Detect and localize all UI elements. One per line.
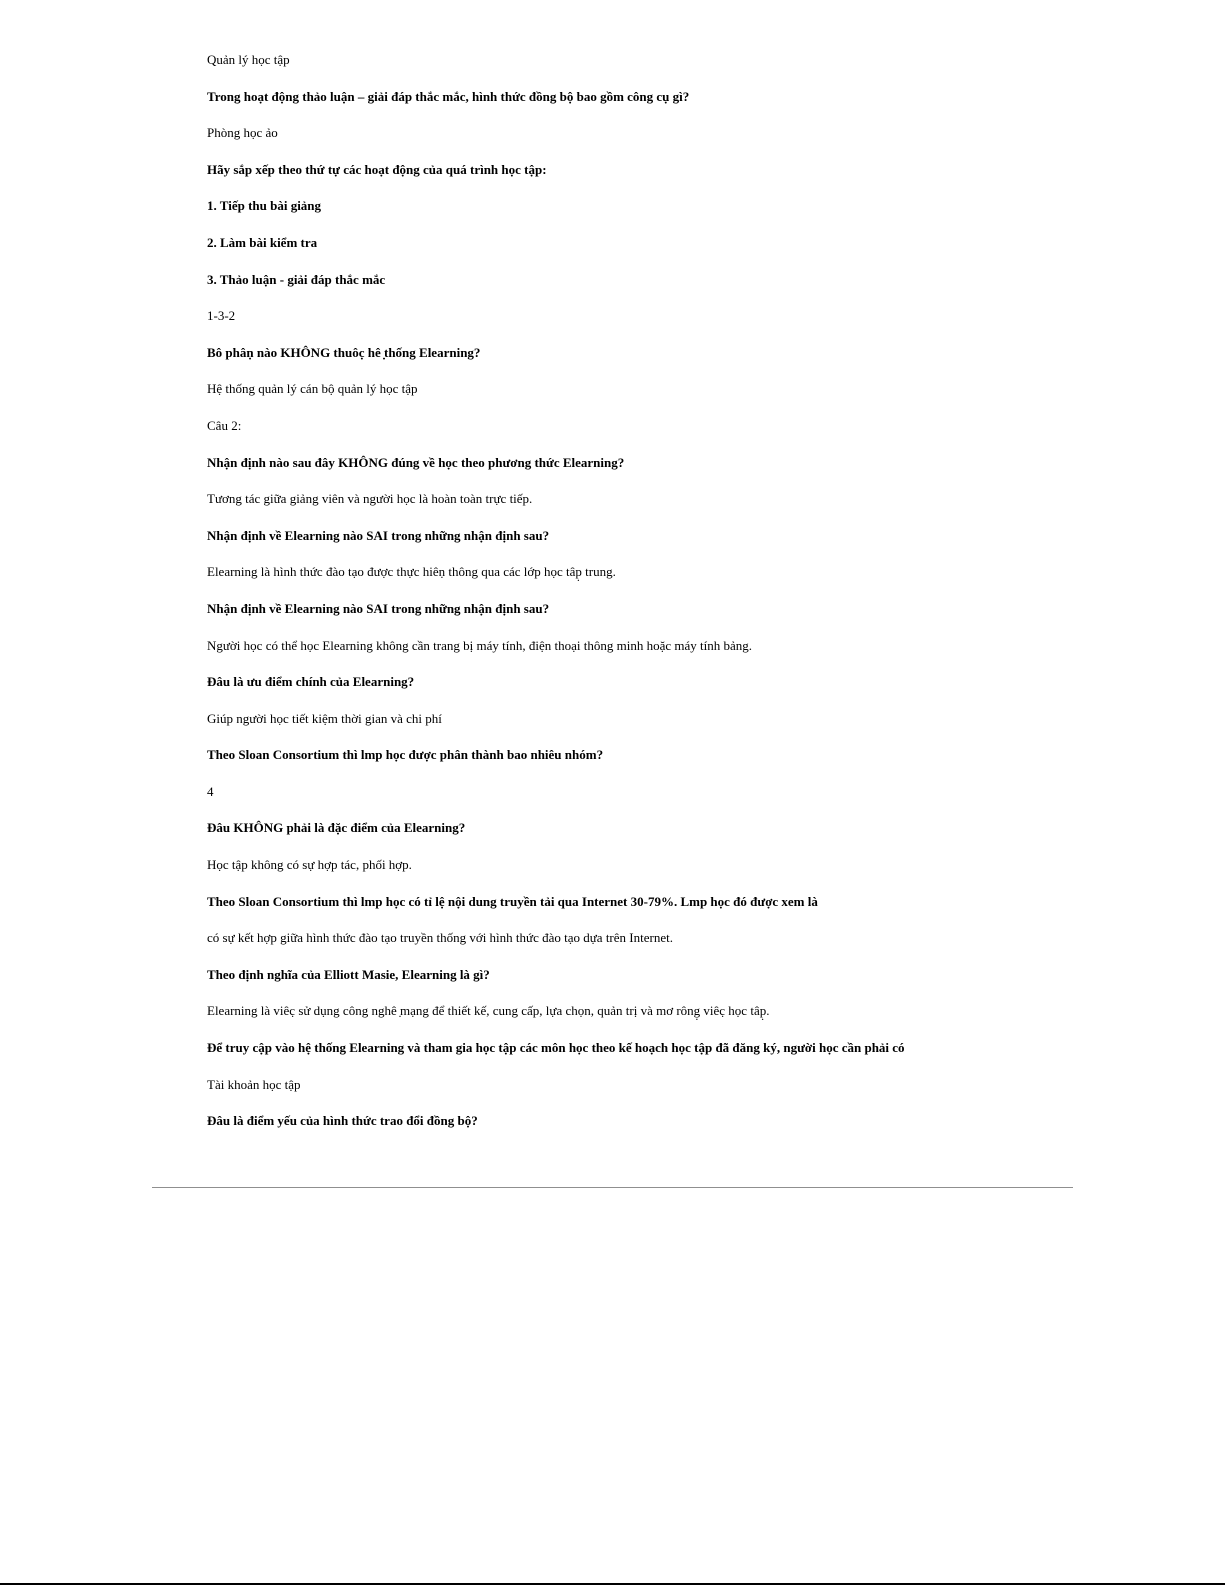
answer-line: 4 bbox=[207, 783, 214, 799]
question-line: 3. Thảo luận - giải đáp thắc mắc bbox=[207, 271, 386, 287]
answer-line: Hệ thống quản lý cán bộ quản lý học tập bbox=[207, 381, 418, 397]
answer-line: Elearning là hình thức đào tạo được thực hiêṇ thông qua các lớp học tâp̣ trung. bbox=[207, 564, 616, 580]
question-line: Đâu là điểm yếu của hình thức trao đổi đồng bộ? bbox=[207, 1113, 478, 1129]
question-line: Bô phâṇ nào KHÔNG thuôc̣ hê ̣thống Elearning? bbox=[207, 344, 481, 360]
question-line: Để truy cập vào hệ thống Elearning và tham gia học tập các môn học theo kế hoạch học tập đã đăng ký, người học cần phải có bbox=[207, 1040, 905, 1056]
question-line: Hãy sắp xếp theo thứ tự các hoạt động của quá trình học tập: bbox=[207, 161, 547, 177]
answer-line: Học tập không có sự hợp tác, phối hợp. bbox=[207, 857, 412, 873]
answer-line: Giúp người học tiết kiệm thời gian và chi phí bbox=[207, 710, 442, 726]
question-line: Nhận định về Elearning nào SAI trong những nhận định sau? bbox=[207, 527, 550, 543]
question-line: Đâu là ưu điểm chính của Elearning? bbox=[207, 674, 415, 690]
answer-line: Tài khoản học tập bbox=[207, 1076, 301, 1092]
answer-line: Elearning là viêc̣ sử dụng công nghê ̣mạng để thiết kế, cung cấp, lựa chọn, quản trị và mơ rông̣ viêc̣ học tâp̣. bbox=[207, 1003, 770, 1019]
answer-line: Tương tác giữa giảng viên và người học là hoàn toàn trực tiếp. bbox=[207, 491, 533, 507]
answer-line: Câu 2: bbox=[207, 417, 242, 433]
answer-line: 1-3-2 bbox=[207, 308, 236, 324]
answer-line: có sự kết hợp giữa hình thức đào tạo truyền thống với hình thức đào tạo dựa trên Internet. bbox=[207, 930, 673, 946]
question-line: Theo Sloan Consortium thì lmp học có tỉ lệ nội dung truyền tải qua Internet 30-79%. Lmp học đó được xem là bbox=[207, 893, 818, 909]
document-body bbox=[207, 50, 1107, 1148]
question-line: Nhận định nào sau đây KHÔNG đúng về học theo phương thức Elearning? bbox=[207, 454, 625, 470]
question-line: Theo định nghĩa của Elliott Masie, Elearning là gì? bbox=[207, 966, 490, 982]
question-line: 1. Tiếp thu bài giảng bbox=[207, 198, 322, 214]
answer-line: Phòng học ảo bbox=[207, 125, 278, 141]
question-line: 2. Làm bài kiểm tra bbox=[207, 234, 318, 250]
question-line: Đâu KHÔNG phải là đặc điểm của Elearning? bbox=[207, 820, 466, 836]
question-line: Trong hoạt động thảo luận – giải đáp thắc mắc, hình thức đồng bộ bao gồm công cụ gì? bbox=[207, 88, 690, 104]
page-divider-rule bbox=[152, 1187, 1073, 1188]
answer-line: Quản lý học tập bbox=[207, 52, 290, 67]
question-line: Nhận định về Elearning nào SAI trong những nhận định sau? bbox=[207, 600, 550, 616]
question-line: Theo Sloan Consortium thì lmp học được phân thành bao nhiêu nhóm? bbox=[207, 747, 604, 763]
answer-line: Người học có thể học Elearning không cần trang bị máy tính, điện thoại thông minh hoặc máy tính bảng. bbox=[207, 637, 752, 653]
